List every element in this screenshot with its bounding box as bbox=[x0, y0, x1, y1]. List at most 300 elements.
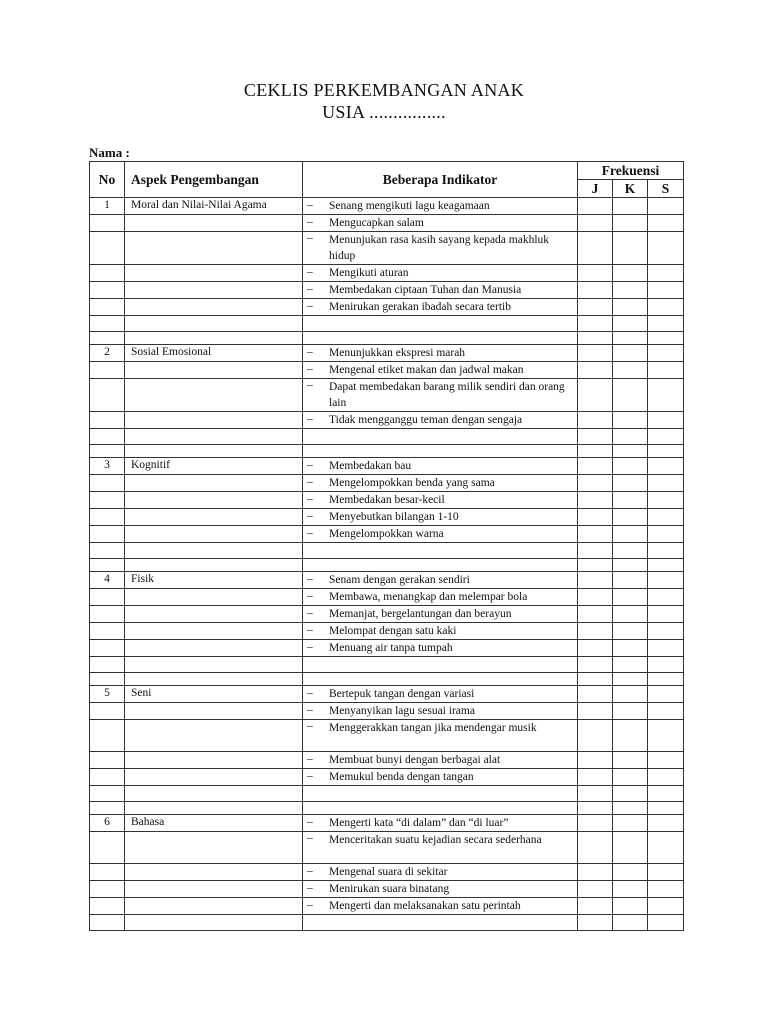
frequency-checkbox-s[interactable] bbox=[648, 832, 684, 864]
table-row bbox=[90, 362, 684, 379]
frequency-checkbox-k[interactable] bbox=[613, 898, 648, 915]
indicator-text: Menunjukan rasa kasih sayang kepada makhluk hidup bbox=[329, 234, 550, 262]
frequency-checkbox-k[interactable] bbox=[613, 864, 648, 881]
blank-cell bbox=[303, 915, 578, 931]
indicator-cell bbox=[303, 640, 578, 657]
frequency-checkbox-s[interactable] bbox=[648, 769, 684, 786]
row-number bbox=[90, 379, 125, 412]
blank-cell bbox=[90, 429, 125, 445]
gap-cell bbox=[125, 332, 303, 345]
frequency-checkbox-j[interactable] bbox=[578, 265, 613, 282]
frequency-checkbox[interactable] bbox=[648, 657, 684, 673]
gap-cell bbox=[90, 559, 125, 572]
indicator-cell bbox=[303, 752, 578, 769]
frequency-checkbox-s[interactable] bbox=[648, 864, 684, 881]
gap-cell bbox=[303, 802, 578, 815]
frequency-checkbox-s[interactable] bbox=[648, 198, 684, 215]
table-row bbox=[90, 492, 684, 509]
gap-cell bbox=[303, 559, 578, 572]
indicator-text: Membuat bunyi dengan berbagai alat bbox=[329, 754, 501, 766]
gap-cell bbox=[648, 673, 684, 686]
frequency-checkbox-j[interactable] bbox=[578, 606, 613, 623]
frequency-checkbox[interactable] bbox=[613, 786, 648, 802]
aspect-cell: Seni bbox=[125, 686, 303, 703]
indicator-cell bbox=[303, 362, 578, 379]
table-row bbox=[90, 606, 684, 623]
frequency-checkbox-k[interactable] bbox=[613, 832, 648, 864]
frequency-checkbox[interactable] bbox=[648, 429, 684, 445]
indicator-cell bbox=[303, 379, 578, 412]
blank-row bbox=[90, 786, 684, 802]
blank-cell bbox=[303, 429, 578, 445]
frequency-checkbox-j[interactable] bbox=[578, 623, 613, 640]
indicator-text: Menyanyikan lagu sesuai irama bbox=[329, 705, 475, 717]
indicator-cell bbox=[303, 215, 578, 232]
frequency-checkbox-k[interactable] bbox=[613, 526, 648, 543]
frequency-checkbox[interactable] bbox=[613, 316, 648, 332]
gap-cell bbox=[613, 802, 648, 815]
table-row bbox=[90, 720, 684, 752]
table-row bbox=[90, 832, 684, 864]
frequency-checkbox-j[interactable] bbox=[578, 509, 613, 526]
aspect-cell bbox=[125, 412, 303, 429]
section-gap-row bbox=[90, 445, 684, 458]
gap-cell bbox=[125, 802, 303, 815]
blank-cell bbox=[90, 786, 125, 802]
table-row bbox=[90, 475, 684, 492]
header-indicators: Beberapa Indikator bbox=[303, 162, 578, 198]
frequency-checkbox[interactable] bbox=[578, 543, 613, 559]
frequency-checkbox-k[interactable] bbox=[613, 881, 648, 898]
title-line-2: USIA ................ bbox=[322, 102, 446, 122]
gap-cell bbox=[578, 445, 613, 458]
table-row bbox=[90, 898, 684, 915]
indicator-cell bbox=[303, 492, 578, 509]
indicator-cell bbox=[303, 345, 578, 362]
frequency-checkbox-s[interactable] bbox=[648, 215, 684, 232]
frequency-checkbox-j[interactable] bbox=[578, 492, 613, 509]
indicator-text: Menceritakan suatu kejadian secara sederhana bbox=[329, 834, 542, 846]
aspect-cell: Fisik bbox=[125, 572, 303, 589]
frequency-checkbox-k[interactable] bbox=[613, 509, 648, 526]
blank-row bbox=[90, 657, 684, 673]
bullet-dash: – bbox=[307, 865, 313, 877]
frequency-checkbox-j[interactable] bbox=[578, 362, 613, 379]
bullet-dash: – bbox=[307, 476, 313, 488]
bullet-dash: – bbox=[307, 720, 313, 732]
indicator-text: Menuang air tanpa tumpah bbox=[329, 642, 453, 654]
indicator-cell bbox=[303, 475, 578, 492]
gap-cell bbox=[648, 332, 684, 345]
table-row bbox=[90, 345, 684, 362]
indicator-text: Mengenal etiket makan dan jadwal makan bbox=[329, 364, 524, 376]
header-frequency: Frekuensi bbox=[578, 162, 684, 180]
frequency-checkbox-j[interactable] bbox=[578, 282, 613, 299]
frequency-checkbox-s[interactable] bbox=[648, 703, 684, 720]
frequency-checkbox-k[interactable] bbox=[613, 198, 648, 215]
frequency-checkbox-s[interactable] bbox=[648, 232, 684, 265]
indicator-text: Mengelompokkan warna bbox=[329, 528, 444, 540]
indicator-text: Menirukan suara binatang bbox=[329, 883, 450, 895]
aspect-cell bbox=[125, 232, 303, 265]
indicator-cell bbox=[303, 526, 578, 543]
indicator-text: Membedakan besar-kecil bbox=[329, 494, 445, 506]
row-number bbox=[90, 898, 125, 915]
frequency-checkbox-j[interactable] bbox=[578, 475, 613, 492]
blank-cell bbox=[90, 543, 125, 559]
bullet-dash: – bbox=[307, 816, 313, 828]
blank-cell bbox=[303, 316, 578, 332]
blank-cell bbox=[125, 316, 303, 332]
indicator-cell bbox=[303, 898, 578, 915]
frequency-checkbox-j[interactable] bbox=[578, 864, 613, 881]
aspect-cell bbox=[125, 589, 303, 606]
aspect-cell bbox=[125, 282, 303, 299]
frequency-checkbox-s[interactable] bbox=[648, 640, 684, 657]
frequency-checkbox-k[interactable] bbox=[613, 412, 648, 429]
frequency-checkbox-s[interactable] bbox=[648, 345, 684, 362]
frequency-checkbox-j[interactable] bbox=[578, 345, 613, 362]
frequency-checkbox-j[interactable] bbox=[578, 720, 613, 752]
frequency-checkbox-k[interactable] bbox=[613, 640, 648, 657]
indicator-text: Melompat dengan satu kaki bbox=[329, 625, 457, 637]
aspect-cell bbox=[125, 832, 303, 864]
indicator-text: Menirukan gerakan ibadah secara tertib bbox=[329, 301, 511, 313]
indicator-cell bbox=[303, 509, 578, 526]
frequency-checkbox-k[interactable] bbox=[613, 703, 648, 720]
frequency-checkbox-j[interactable] bbox=[578, 703, 613, 720]
frequency-checkbox-j[interactable] bbox=[578, 769, 613, 786]
frequency-checkbox-j[interactable] bbox=[578, 458, 613, 475]
aspect-cell bbox=[125, 898, 303, 915]
frequency-checkbox-s[interactable] bbox=[648, 526, 684, 543]
row-number bbox=[90, 492, 125, 509]
frequency-checkbox-s[interactable] bbox=[648, 815, 684, 832]
frequency-checkbox-s[interactable] bbox=[648, 492, 684, 509]
bullet-dash: – bbox=[307, 493, 313, 505]
indicator-cell bbox=[303, 686, 578, 703]
row-number bbox=[90, 475, 125, 492]
bullet-dash: – bbox=[307, 379, 313, 391]
header-aspect: Aspek Pengembangan bbox=[125, 162, 303, 198]
row-number bbox=[90, 362, 125, 379]
table-row bbox=[90, 299, 684, 316]
frequency-checkbox-s[interactable] bbox=[648, 362, 684, 379]
blank-row bbox=[90, 915, 684, 931]
row-number bbox=[90, 752, 125, 769]
indicator-text: Membawa, menangkap dan melempar bola bbox=[329, 591, 528, 603]
indicator-cell bbox=[303, 881, 578, 898]
frequency-checkbox[interactable] bbox=[613, 657, 648, 673]
bullet-dash: – bbox=[307, 624, 313, 636]
frequency-checkbox-s[interactable] bbox=[648, 572, 684, 589]
indicator-text: Dapat membedakan barang milik sendiri dan orang lain bbox=[329, 381, 565, 409]
gap-cell bbox=[303, 673, 578, 686]
gap-cell bbox=[90, 332, 125, 345]
row-number bbox=[90, 265, 125, 282]
table-row bbox=[90, 265, 684, 282]
row-number: 2 bbox=[90, 345, 125, 362]
indicator-text: Mengerti kata “di dalam” dan “di luar” bbox=[329, 817, 509, 829]
name-label: Nama : bbox=[89, 145, 130, 160]
bullet-dash: – bbox=[307, 641, 313, 653]
blank-row bbox=[90, 429, 684, 445]
indicator-cell bbox=[303, 232, 578, 265]
gap-cell bbox=[125, 559, 303, 572]
gap-cell bbox=[648, 559, 684, 572]
row-number bbox=[90, 832, 125, 864]
frequency-checkbox-s[interactable] bbox=[648, 412, 684, 429]
row-number bbox=[90, 299, 125, 316]
gap-cell bbox=[125, 445, 303, 458]
frequency-checkbox-s[interactable] bbox=[648, 299, 684, 316]
blank-row bbox=[90, 316, 684, 332]
row-number: 1 bbox=[90, 198, 125, 215]
gap-cell bbox=[578, 559, 613, 572]
bullet-dash: – bbox=[307, 882, 313, 894]
frequency-checkbox-k[interactable] bbox=[613, 606, 648, 623]
indicator-text: Mengikuti aturan bbox=[329, 267, 409, 279]
page-title bbox=[0, 79, 768, 123]
gap-cell bbox=[125, 673, 303, 686]
indicator-text: Tidak mengganggu teman dengan sengaja bbox=[329, 414, 523, 426]
frequency-checkbox-s[interactable] bbox=[648, 265, 684, 282]
frequency-checkbox[interactable] bbox=[648, 915, 684, 931]
blank-cell bbox=[303, 786, 578, 802]
frequency-checkbox[interactable] bbox=[648, 786, 684, 802]
frequency-checkbox-s[interactable] bbox=[648, 720, 684, 752]
bullet-dash: – bbox=[307, 266, 313, 278]
frequency-checkbox-k[interactable] bbox=[613, 623, 648, 640]
frequency-checkbox-k[interactable] bbox=[613, 299, 648, 316]
frequency-checkbox[interactable] bbox=[613, 543, 648, 559]
frequency-checkbox-s[interactable] bbox=[648, 475, 684, 492]
table-row bbox=[90, 864, 684, 881]
bullet-dash: – bbox=[307, 459, 313, 471]
frequency-checkbox-k[interactable] bbox=[613, 720, 648, 752]
frequency-checkbox-k[interactable] bbox=[613, 458, 648, 475]
table-row bbox=[90, 703, 684, 720]
bullet-dash: – bbox=[307, 216, 313, 228]
bullet-dash: – bbox=[307, 832, 313, 844]
frequency-checkbox-k[interactable] bbox=[613, 232, 648, 265]
frequency-checkbox-k[interactable] bbox=[613, 265, 648, 282]
frequency-checkbox-k[interactable] bbox=[613, 686, 648, 703]
frequency-checkbox-s[interactable] bbox=[648, 606, 684, 623]
indicator-cell bbox=[303, 282, 578, 299]
gap-cell bbox=[578, 673, 613, 686]
aspect-cell: Sosial Emosional bbox=[125, 345, 303, 362]
row-number: 6 bbox=[90, 815, 125, 832]
frequency-checkbox-s[interactable] bbox=[648, 898, 684, 915]
aspect-cell bbox=[125, 881, 303, 898]
blank-cell bbox=[90, 316, 125, 332]
frequency-checkbox-s[interactable] bbox=[648, 589, 684, 606]
row-number bbox=[90, 509, 125, 526]
bullet-dash: – bbox=[307, 510, 313, 522]
table-row bbox=[90, 526, 684, 543]
row-number: 4 bbox=[90, 572, 125, 589]
indicator-text: Bertepuk tangan dengan variasi bbox=[329, 688, 475, 700]
gap-cell bbox=[90, 802, 125, 815]
table-row bbox=[90, 458, 684, 475]
frequency-checkbox-k[interactable] bbox=[613, 379, 648, 412]
header-freq-k: K bbox=[613, 180, 648, 198]
indicator-text: Membedakan ciptaan Tuhan dan Manusia bbox=[329, 284, 522, 296]
aspect-cell: Bahasa bbox=[125, 815, 303, 832]
frequency-checkbox-s[interactable] bbox=[648, 881, 684, 898]
frequency-checkbox-s[interactable] bbox=[648, 623, 684, 640]
indicator-cell bbox=[303, 589, 578, 606]
indicator-text: Memanjat, bergelantungan dan berayun bbox=[329, 608, 512, 620]
frequency-checkbox-j[interactable] bbox=[578, 215, 613, 232]
frequency-checkbox[interactable] bbox=[578, 429, 613, 445]
frequency-checkbox[interactable] bbox=[648, 543, 684, 559]
row-number bbox=[90, 589, 125, 606]
gap-cell bbox=[90, 445, 125, 458]
aspect-cell bbox=[125, 265, 303, 282]
title-line-1: CEKLIS PERKEMBANGAN ANAK bbox=[243, 80, 525, 100]
frequency-checkbox-k[interactable] bbox=[613, 589, 648, 606]
bullet-dash: – bbox=[307, 687, 313, 699]
frequency-checkbox-k[interactable] bbox=[613, 572, 648, 589]
frequency-checkbox-j[interactable] bbox=[578, 526, 613, 543]
aspect-cell bbox=[125, 703, 303, 720]
blank-cell bbox=[125, 915, 303, 931]
indicator-cell bbox=[303, 769, 578, 786]
table-row bbox=[90, 215, 684, 232]
blank-cell bbox=[303, 543, 578, 559]
indicator-cell bbox=[303, 720, 578, 752]
section-gap-row bbox=[90, 559, 684, 572]
aspect-cell bbox=[125, 623, 303, 640]
indicator-text: Mengucapkan salam bbox=[329, 217, 424, 229]
frequency-checkbox-k[interactable] bbox=[613, 345, 648, 362]
section-gap-row bbox=[90, 802, 684, 815]
aspect-cell bbox=[125, 362, 303, 379]
frequency-checkbox[interactable] bbox=[648, 316, 684, 332]
row-number bbox=[90, 526, 125, 543]
aspect-cell bbox=[125, 492, 303, 509]
aspect-cell bbox=[125, 640, 303, 657]
frequency-checkbox-j[interactable] bbox=[578, 572, 613, 589]
indicator-text: Senam dengan gerakan sendiri bbox=[329, 574, 470, 586]
gap-cell bbox=[578, 332, 613, 345]
frequency-checkbox-s[interactable] bbox=[648, 509, 684, 526]
frequency-checkbox-j[interactable] bbox=[578, 832, 613, 864]
aspect-cell bbox=[125, 720, 303, 752]
frequency-checkbox-k[interactable] bbox=[613, 752, 648, 769]
row-number bbox=[90, 703, 125, 720]
frequency-checkbox[interactable] bbox=[578, 786, 613, 802]
section-gap-row bbox=[90, 332, 684, 345]
header-no: No bbox=[90, 162, 125, 198]
frequency-checkbox-j[interactable] bbox=[578, 752, 613, 769]
bullet-dash: – bbox=[307, 283, 313, 295]
frequency-checkbox-k[interactable] bbox=[613, 815, 648, 832]
blank-row bbox=[90, 543, 684, 559]
frequency-checkbox-k[interactable] bbox=[613, 769, 648, 786]
checklist-table bbox=[89, 161, 684, 931]
frequency-checkbox-k[interactable] bbox=[613, 215, 648, 232]
frequency-checkbox-k[interactable] bbox=[613, 475, 648, 492]
header-freq-s: S bbox=[648, 180, 684, 198]
frequency-checkbox[interactable] bbox=[613, 429, 648, 445]
frequency-checkbox-j[interactable] bbox=[578, 881, 613, 898]
table-row bbox=[90, 232, 684, 265]
bullet-dash: – bbox=[307, 753, 313, 765]
frequency-checkbox[interactable] bbox=[578, 316, 613, 332]
aspect-cell bbox=[125, 526, 303, 543]
frequency-checkbox-k[interactable] bbox=[613, 282, 648, 299]
indicator-cell bbox=[303, 832, 578, 864]
gap-cell bbox=[613, 673, 648, 686]
gap-cell bbox=[613, 445, 648, 458]
frequency-checkbox-j[interactable] bbox=[578, 299, 613, 316]
frequency-checkbox-j[interactable] bbox=[578, 412, 613, 429]
blank-cell bbox=[90, 915, 125, 931]
bullet-dash: – bbox=[307, 590, 313, 602]
indicator-cell bbox=[303, 703, 578, 720]
frequency-checkbox-j[interactable] bbox=[578, 379, 613, 412]
aspect-cell bbox=[125, 475, 303, 492]
indicator-text: Menyebutkan bilangan 1-10 bbox=[329, 511, 459, 523]
frequency-checkbox-s[interactable] bbox=[648, 752, 684, 769]
frequency-checkbox-j[interactable] bbox=[578, 815, 613, 832]
frequency-checkbox-j[interactable] bbox=[578, 589, 613, 606]
aspect-cell: Moral dan Nilai-Nilai Agama bbox=[125, 198, 303, 215]
frequency-checkbox-j[interactable] bbox=[578, 898, 613, 915]
frequency-checkbox-k[interactable] bbox=[613, 492, 648, 509]
frequency-checkbox-k[interactable] bbox=[613, 362, 648, 379]
row-number bbox=[90, 881, 125, 898]
table-row bbox=[90, 769, 684, 786]
gap-cell bbox=[648, 802, 684, 815]
frequency-checkbox-j[interactable] bbox=[578, 640, 613, 657]
blank-cell bbox=[125, 429, 303, 445]
gap-cell bbox=[303, 445, 578, 458]
row-number: 5 bbox=[90, 686, 125, 703]
blank-cell bbox=[125, 657, 303, 673]
frequency-checkbox-s[interactable] bbox=[648, 458, 684, 475]
frequency-checkbox-j[interactable] bbox=[578, 232, 613, 265]
table-row bbox=[90, 815, 684, 832]
indicator-cell bbox=[303, 458, 578, 475]
table-row bbox=[90, 640, 684, 657]
indicator-text: Menunjukkan ekspresi marah bbox=[329, 347, 466, 359]
frequency-checkbox-s[interactable] bbox=[648, 379, 684, 412]
header-freq-j: J bbox=[578, 180, 613, 198]
table-row bbox=[90, 752, 684, 769]
frequency-checkbox-s[interactable] bbox=[648, 686, 684, 703]
row-number bbox=[90, 232, 125, 265]
indicator-cell bbox=[303, 864, 578, 881]
table-row bbox=[90, 623, 684, 640]
indicator-cell bbox=[303, 198, 578, 215]
section-gap-row bbox=[90, 673, 684, 686]
frequency-checkbox-j[interactable] bbox=[578, 686, 613, 703]
row-number bbox=[90, 769, 125, 786]
gap-cell bbox=[648, 445, 684, 458]
frequency-checkbox-s[interactable] bbox=[648, 282, 684, 299]
indicator-cell bbox=[303, 606, 578, 623]
frequency-checkbox[interactable] bbox=[613, 915, 648, 931]
frequency-checkbox[interactable] bbox=[578, 657, 613, 673]
frequency-checkbox-j[interactable] bbox=[578, 198, 613, 215]
frequency-checkbox[interactable] bbox=[578, 915, 613, 931]
table-row bbox=[90, 198, 684, 215]
row-number bbox=[90, 215, 125, 232]
